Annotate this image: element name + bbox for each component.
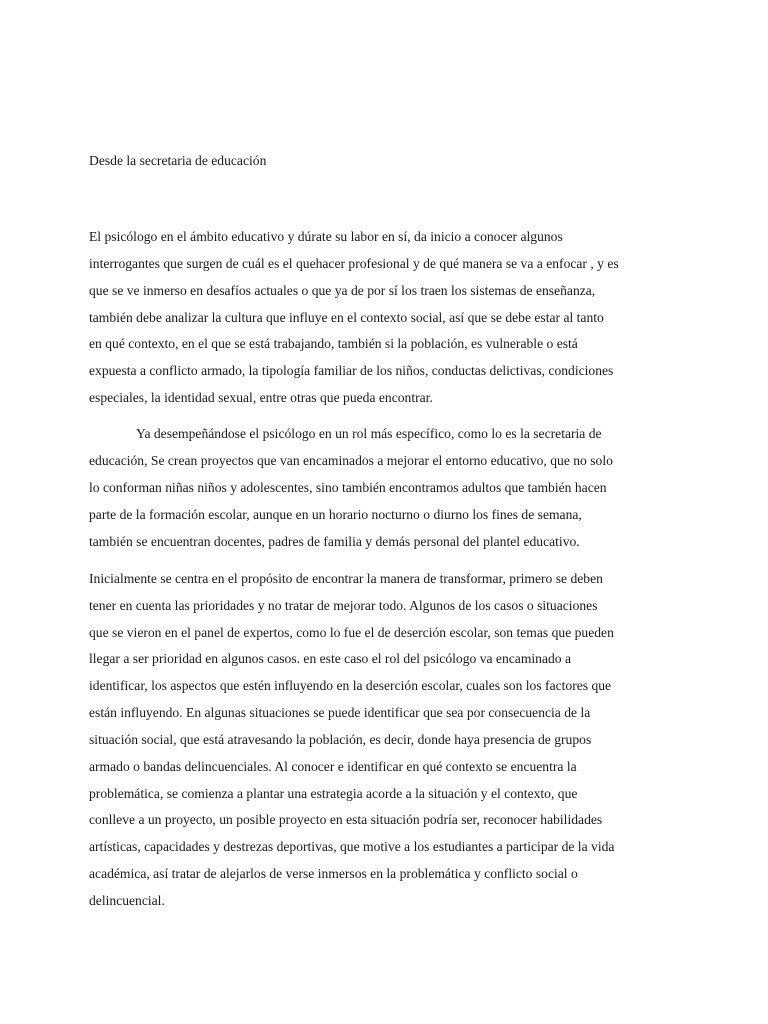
paragraph-1-line: que se ve inmerso en desafíos actuales o que ya de por sí los traen los sistemas de enseñanza, <box>89 283 596 298</box>
paragraph-2-line: parte de la formación escolar, aunque en un horario nocturno o diurno los fines de semana, <box>89 507 582 522</box>
paragraph-3-line: conlleve a un proyecto, un posible proyecto en esta situación podría ser, reconocer habilidades <box>89 812 603 827</box>
paragraph-2-line: lo conforman niñas niños y adolescentes, sino también encontramos adultos que también hacen <box>89 480 607 495</box>
paragraph-3-line: tener en cuenta las prioridades y no tratar de mejorar todo. Algunos de los casos o situaciones <box>89 598 598 613</box>
paragraph-2-line: también se encuentran docentes, padres de familia y demás personal del plantel educativo. <box>89 534 580 549</box>
document-heading: Desde la secretaria de educación <box>89 153 267 168</box>
paragraph-3-line: delincuencial. <box>89 893 165 908</box>
paragraph-3-line: están influyendo. En algunas situaciones se puede identificar que sea por consecuencia de la <box>89 705 591 720</box>
paragraph-1-line: también debe analizar la cultura que influye en el contexto social, así que se debe estar al tanto <box>89 310 604 325</box>
paragraph-3-line: identificar, los aspectos que estén influyendo en la deserción escolar, cuales son los factores que <box>89 678 612 693</box>
paragraph-3-line: académica, así tratar de alejarlos de verse inmersos en la problemática y conflicto social o <box>89 866 578 881</box>
paragraph-1-line: interrogantes que surgen de cuál es el quehacer profesional y de qué manera se va a enfocar , y es <box>89 256 619 271</box>
paragraph-3-line: situación social, que está atravesando la población, es decir, donde haya presencia de grupos <box>89 732 592 747</box>
paragraph-3-line: armado o bandas delincuenciales. Al conocer e identificar en qué contexto se encuentra la <box>89 759 577 774</box>
paragraph-3-line: Inicialmente se centra en el propósito de encontrar la manera de transformar, primero se deben <box>89 571 603 586</box>
paragraph-3-line: que se vieron en el panel de expertos, como lo fue el de deserción escolar, son temas que pueden <box>89 625 614 640</box>
paragraph-2-line: Ya desempeñándose el psicólogo en un rol más específico, como lo es la secretaria de <box>136 426 602 441</box>
paragraph-3-line: artísticas, capacidades y destrezas deportivas, que motive a los estudiantes a participar de la vida <box>89 839 615 854</box>
paragraph-1-line: en qué contexto, en el que se está trabajando, también si la población, es vulnerable o está <box>89 336 578 351</box>
paragraph-1-line: El psicólogo en el ámbito educativo y dúrate su labor en sí, da inicio a conocer algunos <box>89 229 563 244</box>
paragraph-1-line: expuesta a conflicto armado, la tipología familiar de los niños, conductas delictivas, condiciones <box>89 363 614 378</box>
paragraph-3-line: problemática, se comienza a plantar una estrategia acorde a la situación y el contexto, que <box>89 786 578 801</box>
paragraph-3-line: llegar a ser prioridad en algunos casos. en este caso el rol del psicólogo va encaminado a <box>89 651 572 666</box>
paragraph-1-line: especiales, la identidad sexual, entre otras que pueda encontrar. <box>89 390 433 405</box>
paragraph-2-line: educación, Se crean proyectos que van encaminados a mejorar el entorno educativo, que no solo <box>89 453 613 468</box>
